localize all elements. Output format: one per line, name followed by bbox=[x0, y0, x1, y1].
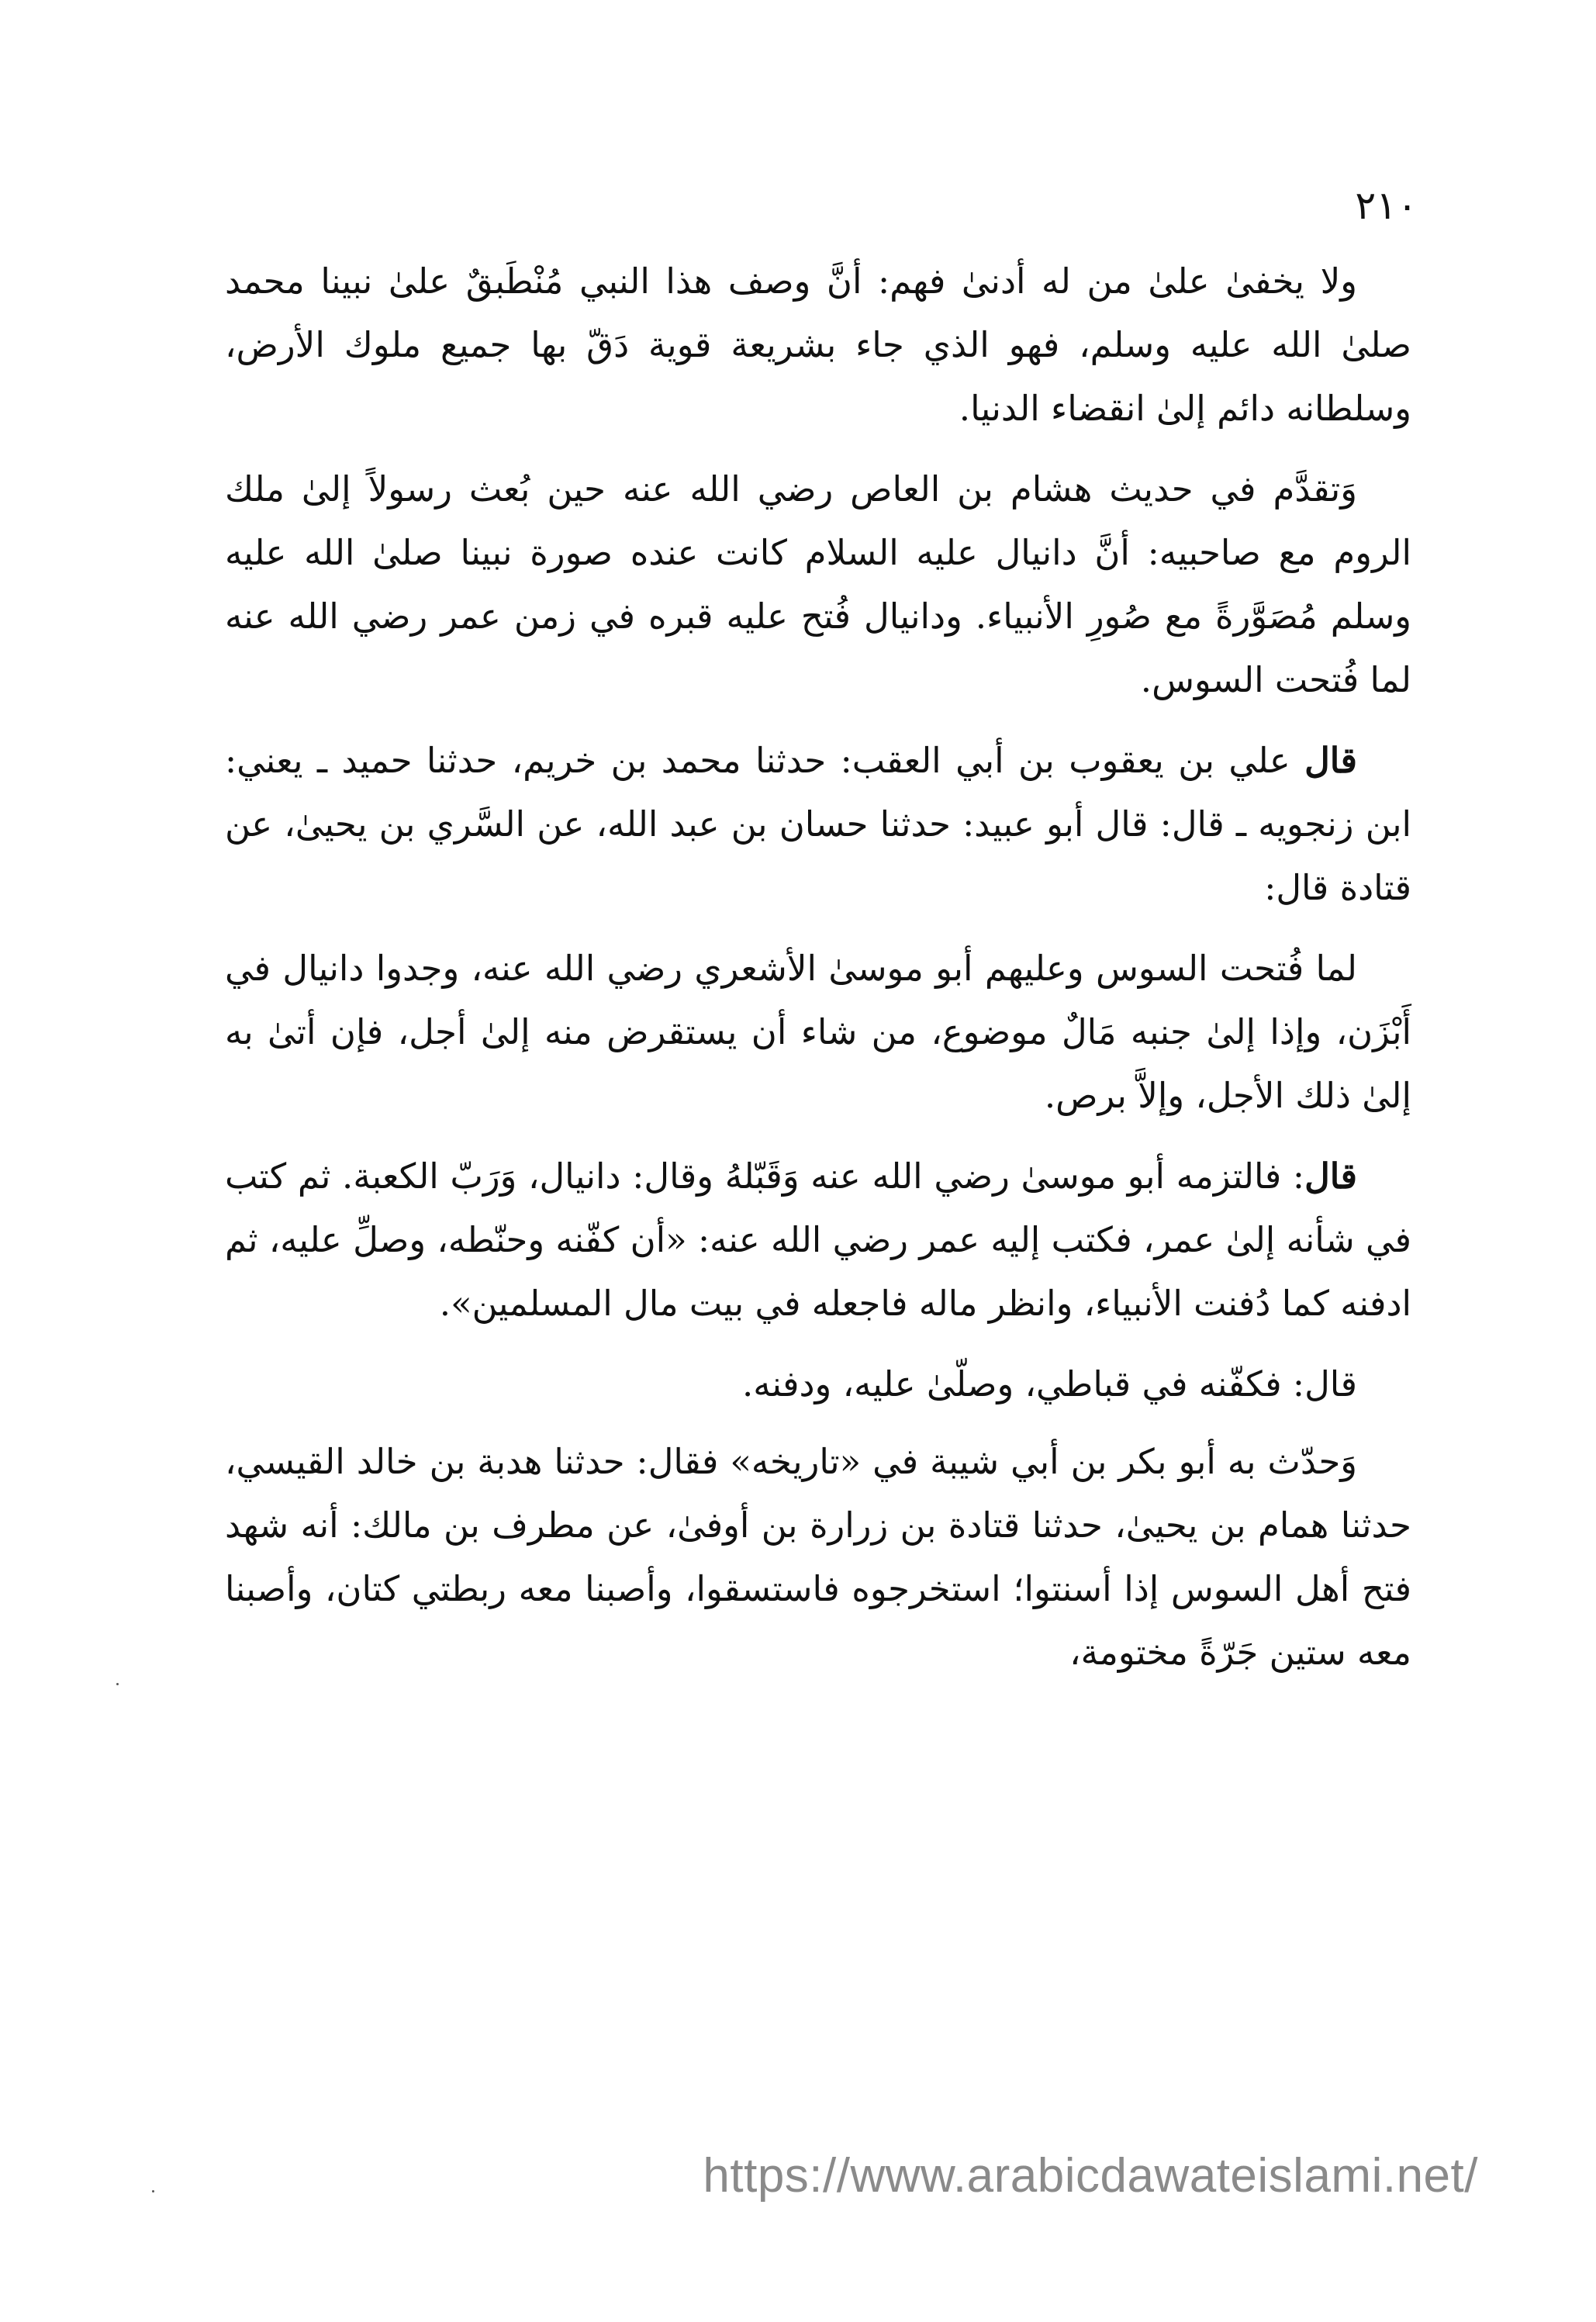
paragraph-lead: قال bbox=[1304, 740, 1357, 781]
paragraph-5 bbox=[225, 1145, 1411, 1335]
paragraph-7 bbox=[225, 1430, 1411, 1684]
main-text bbox=[225, 250, 1411, 1702]
paragraph-text: : فالتزمه أبو موسىٰ رضي الله عنه وَقَبّلهُ وقال: دانيال، وَرَبّ الكعبة. ثم كتب في شأنه إلىٰ عمر، فكتب إليه عمر رضي الله عنه: «أن كفّنه وحنّطه، وصلِّ عليه، ثم ادفنه كما دُفنت الأنبياء، وانظر ماله فاجعله في بيت مال المسلمين». bbox=[225, 1156, 1411, 1324]
paragraph-text: وَحدّث به أبو بكر بن أبي شيبة في «تاريخه» فقال: حدثنا هدبة بن خالد القيسي، حدثنا همام بن يحيىٰ، حدثنا قتادة بن زرارة بن أوفىٰ، عن مطرف بن مالك: أنه شهد فتح أهل السوس إذا أسنتوا؛ استخرجوه فاستسقوا، وأصبنا معه ربطتي كتان، وأصبنا معه ستين جَرّةً مختومة، bbox=[225, 1441, 1411, 1673]
paragraph-text: علي بن يعقوب بن أبي العقب: حدثنا محمد بن خريم، حدثنا حميد ـ يعني: ابن زنجويه ـ قال: قال أبو عبيد: حدثنا حسان بن عبد الله، عن السَّري بن يحيىٰ، عن قتادة قال: bbox=[225, 740, 1411, 908]
paragraph-lead: قال bbox=[1304, 1156, 1357, 1197]
paragraph-text: لما فُتحت السوس وعليهم أبو موسىٰ الأشعري رضي الله عنه، وجدوا دانيال في أَبْزَن، وإذا إلىٰ جنبه مَالٌ موضوع، من شاء أن يستقرض منه إلىٰ أجل، فإن أتىٰ به إلىٰ ذلك الأجل، وإلاَّ برص. bbox=[225, 948, 1411, 1116]
watermark-url: https://www.arabicdawateislami.net/ bbox=[703, 2149, 1478, 2203]
paragraph-text: ولا يخفىٰ علىٰ من له أدنىٰ فهم: أنَّ وصف هذا النبي مُنْطَبقٌ علىٰ نبينا محمد صلىٰ الله عليه وسلم، فهو الذي جاء بشريعة قوية دَقّ بها جميع ملوك الأرض، وسلطانه دائم إلىٰ انقضاء الدنيا. bbox=[225, 261, 1411, 429]
paragraph-3 bbox=[225, 729, 1411, 920]
scan-speck bbox=[116, 1683, 119, 1685]
paragraph-6 bbox=[225, 1353, 1411, 1416]
paragraph-4 bbox=[225, 937, 1411, 1128]
scan-speck bbox=[152, 2190, 154, 2192]
paragraph-1 bbox=[225, 250, 1411, 441]
paragraph-text: وَتقدَّم في حديث هشام بن العاص رضي الله عنه حين بُعث رسولاً إلىٰ ملك الروم مع صاحبيه: أنَّ دانيال عليه السلام كانت عنده صورة نبينا صلىٰ الله عليه وسلم مُصَوَّرةً مع صُورِ الأنبياء. ودانيال فُتح عليه قبره في زمن عمر رضي الله عنه لما فُتحت السوس. bbox=[225, 468, 1411, 700]
page-number: ٢١٠ bbox=[1355, 183, 1418, 228]
paragraph-2 bbox=[225, 458, 1411, 712]
paragraph-text: قال: فكفّنه في قباطي، وصلّىٰ عليه، ودفنه. bbox=[741, 1363, 1357, 1405]
